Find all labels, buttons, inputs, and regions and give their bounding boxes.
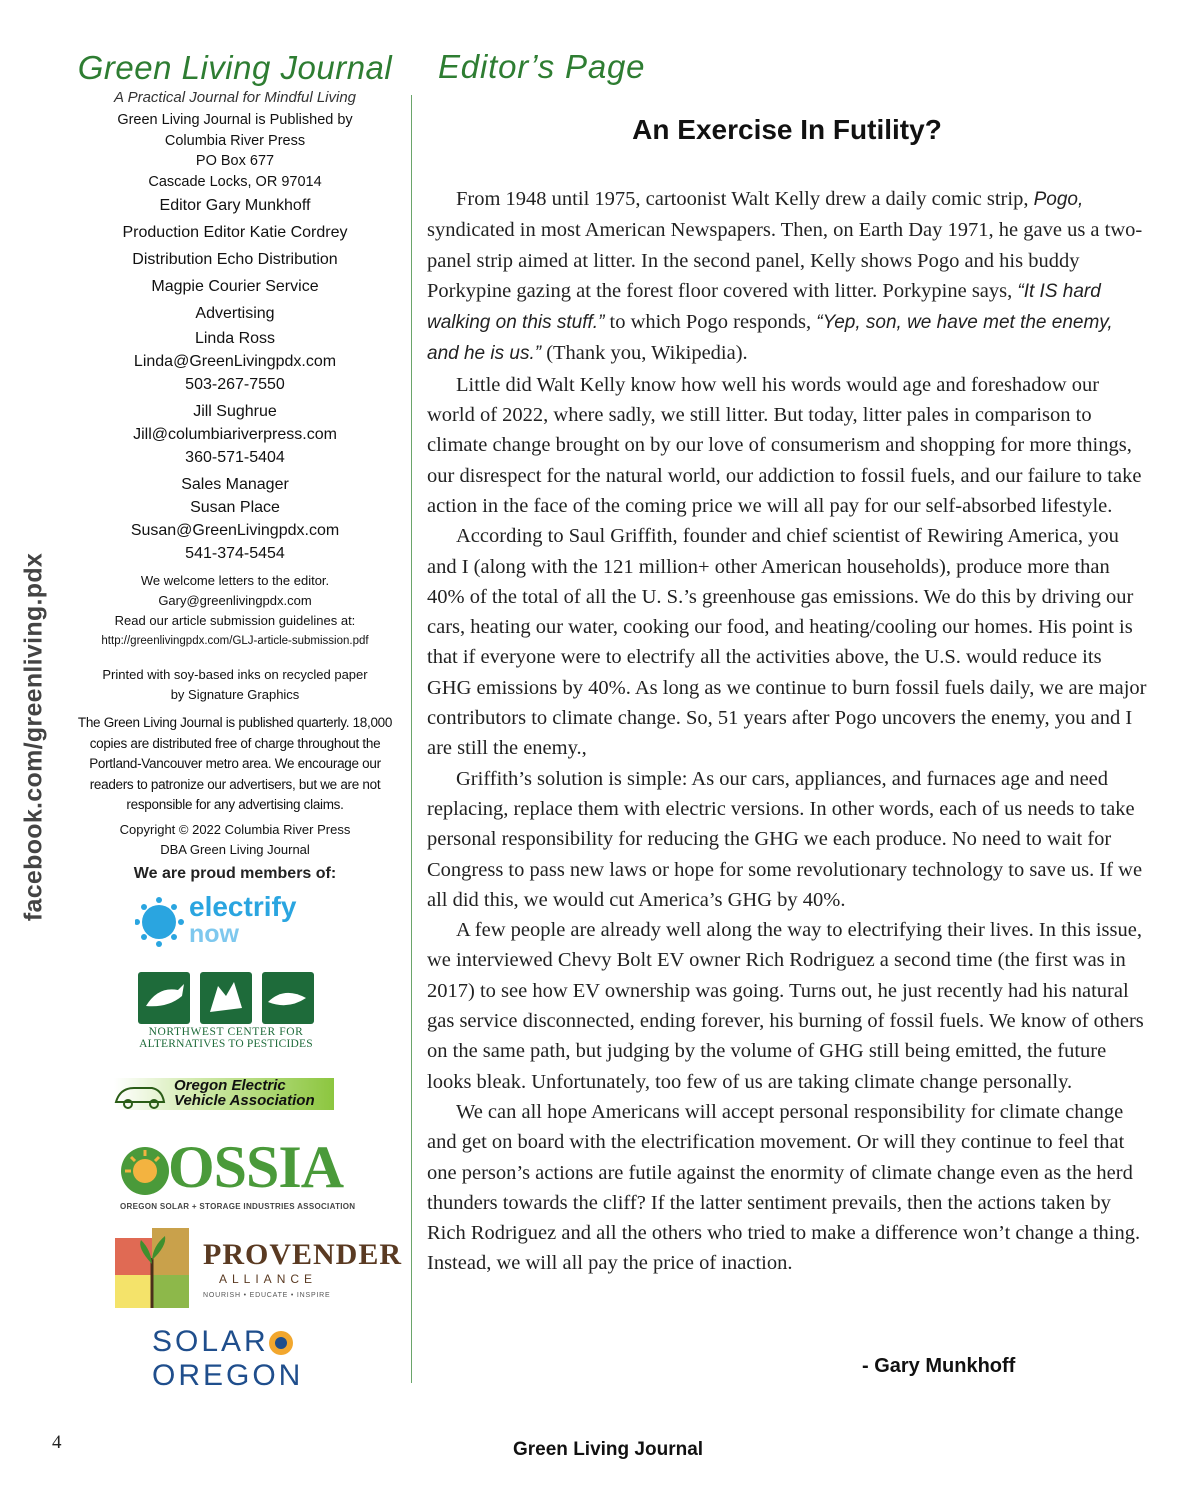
oregon-word: OREGON — [152, 1358, 304, 1392]
oeva-car-icon — [114, 1078, 166, 1110]
contact-email[interactable]: Linda@GreenLivingpdx.com — [133, 353, 337, 370]
letters-line: Read our article submission guidelines at: — [114, 613, 356, 628]
contact-name: Linda Ross — [194, 330, 276, 347]
publisher-line: Columbia River Press — [164, 132, 306, 149]
article-paragraph — [427, 184, 1147, 370]
contact-phone: 360-571-5404 — [185, 449, 285, 466]
staff-line: Distribution Echo Distribution — [132, 251, 338, 268]
provender-plant-icon — [115, 1228, 189, 1308]
letters-block — [60, 571, 410, 651]
printed-line: Printed with soy-based inks on recycled paper — [102, 667, 368, 682]
solar-sun-icon — [268, 1330, 294, 1356]
journal-title: Green Living Journal — [77, 49, 393, 86]
contact-phone: 541-374-5454 — [185, 545, 285, 562]
ossia-sun-icon — [120, 1142, 170, 1200]
ncap-line2: ALTERNATIVES TO PESTICIDES — [139, 1037, 313, 1050]
copyright-line: Copyright © 2022 Columbia River Press — [119, 821, 351, 837]
copyright-block — [60, 820, 410, 860]
staff-line: Magpie Courier Service — [151, 278, 319, 295]
staff-block — [60, 192, 410, 327]
section-title: Editor’s Page — [438, 48, 646, 85]
masthead — [60, 48, 410, 1430]
electrify-word: electrify — [189, 890, 297, 922]
article-paragraph: According to Saul Griffith, founder and chief scientist of Rewiring America, you and I (along with the 121 million+ other American households), produce more than 40% of the total of all the U. S.’s greenhouse gas emissions. We do this by driving our cars, heating our water, cooking our food, and heating/cooling our homes. His point is that if everyone were to electrify all the activities above, the U.S. would reduce its GHG emissions by 40%. As long as we continue to burn fossil fuels daily, we are major contributors to climate change. So, 51 years after Pogo uncovers the enemy, you and I are still the enemy., — [427, 525, 1147, 760]
staff-line: Advertising — [195, 305, 275, 322]
oeva-line1: Oregon Electric — [174, 1076, 286, 1094]
contact-phone: 503-267-7550 — [185, 376, 285, 393]
letters-email[interactable]: Gary@greenlivingpdx.com — [158, 593, 312, 608]
distribution-line: Portland-Vancouver metro area. We encourage our — [89, 756, 381, 771]
text-italic: Pogo, — [1033, 189, 1084, 210]
distribution-line: responsible for any advertising claims. — [126, 797, 344, 812]
provender-alliance-logo[interactable] — [115, 1228, 403, 1308]
ncap-line1: NORTHWEST CENTER FOR — [148, 1025, 304, 1038]
electrify-now-logo[interactable] — [135, 892, 315, 950]
article-paragraph: We can all hope Americans will accept personal responsibility for climate change and get on board with the electrification movement. Or will they continue to feel that one person’s actions are futile against the enormity of climate change even as the herd thunders towards the cliff? If the latter sentiment prevails, then the actions taken by Rich Rodriguez and all the others who tried to make a difference won’t change a thing. Instead, we will all pay the price of inaction. — [427, 1100, 1141, 1275]
article-paragraph: A few people are already well along the way to electrifying their lives. In this issue, we interviewed Chevy Bolt EV owner Rich Rodriguez a second time (the first was in 2017) to see how EV ownership was going. Turns out, he just recently had his natural gas service disconnected, ending forever, his burning of fossil fuels. We know of others on the same path, but judging by the volume of GHG still being emitted, the future looks bleak. Unfortunately, too few of us are taking climate change personally. — [427, 919, 1144, 1093]
ossia-sub: OREGON SOLAR + STORAGE INDUSTRIES ASSOCIATION — [120, 1201, 356, 1211]
contact-email[interactable]: Susan@GreenLivingpdx.com — [130, 522, 340, 539]
provender-sub: ALLIANCE — [219, 1271, 318, 1286]
distribution-block — [60, 713, 410, 816]
contact-name: Susan Place — [190, 499, 280, 516]
oeva-logo[interactable] — [114, 1078, 334, 1110]
provender-name: PROVENDER — [203, 1237, 403, 1271]
journal-tagline: A Practical Journal for Mindful Living — [113, 89, 357, 106]
facebook-link-text[interactable]: facebook.com/greenliving.pdx — [19, 552, 48, 922]
publisher-line: Cascade Locks, OR 97014 — [148, 173, 322, 190]
publisher-line: Green Living Journal is Published by — [117, 112, 353, 128]
member-logos — [60, 890, 410, 1430]
text-italic: “Yep, son, we have met the enemy, and he is us.” — [427, 312, 1113, 365]
column-divider — [411, 95, 412, 1383]
contacts-block — [60, 327, 410, 565]
solar-oregon-logo[interactable] — [152, 1326, 302, 1396]
printed-block — [60, 665, 410, 705]
guidelines-link[interactable]: http://greenlivingpdx.com/GLJ-article-submission.pdf — [101, 635, 369, 647]
text-run: syndicated in most American Newspapers. Then, on Earth Day 1971, he gave us a two-panel strip aimed at litter. In the second panel, Kelly shows Pogo and his buddy Porkypine gazing at the forest floor covered with litter. Porkypine says, — [427, 219, 1143, 302]
distribution-line: copies are distributed free of charge throughout the — [89, 735, 381, 751]
staff-line: Editor Gary Munkhoff — [159, 197, 311, 214]
copyright-line: DBA Green Living Journal — [160, 841, 310, 857]
contact-name: Jill Sughrue — [193, 403, 277, 420]
text-run: From 1948 until 1975, cartoonist Walt Kelly drew a daily comic strip, — [456, 188, 1034, 210]
page-number: 4 — [52, 1432, 62, 1453]
provender-tag: NOURISH • EDUCATE • INSPIRE — [203, 1291, 331, 1299]
ossia-logo[interactable] — [120, 1133, 356, 1215]
article-headline: An Exercise In Futility? — [632, 114, 942, 145]
ncap-animals-icon — [138, 972, 314, 1024]
members-heading: We are proud members of: — [133, 864, 337, 882]
text-run: to which Pogo responds, — [604, 311, 817, 334]
distribution-line: readers to patronize our advertisers, but we are not — [89, 776, 381, 792]
letters-line: We welcome letters to the editor. — [140, 573, 330, 588]
publisher-line: PO Box 677 — [195, 153, 275, 169]
author-signature: - Gary Munkhoff — [862, 1355, 1016, 1377]
article-body — [427, 184, 1147, 1279]
oeva-line2: Vehicle Association — [174, 1091, 315, 1109]
publisher-block — [60, 110, 410, 192]
facebook-side-link[interactable] — [14, 552, 54, 922]
article-paragraph: Little did Walt Kelly know how well his words would age and foreshadow our world of 2022, where sadly, we still litter. But today, litter pales in comparison to climate change brought on by our love of consumerism and shopping for more things, our disrespect for the natural world, our addiction to fossil fuels, and our failure to take action in the face of the coming price we will all pay for our self-absorbed lifestyle. — [427, 373, 1142, 517]
solar-word: SOLAR — [152, 1324, 269, 1358]
staff-line: Production Editor Katie Cordrey — [122, 224, 348, 241]
contact-email[interactable]: Jill@columbiariverpress.com — [133, 426, 337, 443]
ncap-logo[interactable] — [136, 972, 316, 1058]
text-italic: “It IS hard walking on this stuff.” — [427, 280, 1101, 334]
ossia-name: OSSIA — [168, 1133, 344, 1200]
footer-publication: Green Living Journal — [513, 1439, 704, 1460]
now-word: now — [189, 919, 239, 948]
printed-line: by Signature Graphics — [170, 687, 300, 702]
article-paragraph: Griffith’s solution is simple: As our cars, appliances, and furnaces age and need replacing, replace them with electric versions. In other words, each of us needs to take personal responsibility for reducing the GHG we each produce. No need to wait for Congress to pass new laws or hope for some revolutionary technology to save us. If we all did this, we would cut America’s GHG by 40%. — [427, 767, 1143, 911]
contact-role: Sales Manager — [181, 476, 289, 493]
distribution-line: The Green Living Journal is published quarterly. 18,000 — [77, 715, 393, 730]
text-run: (Thank you, Wikipedia). — [541, 342, 748, 365]
